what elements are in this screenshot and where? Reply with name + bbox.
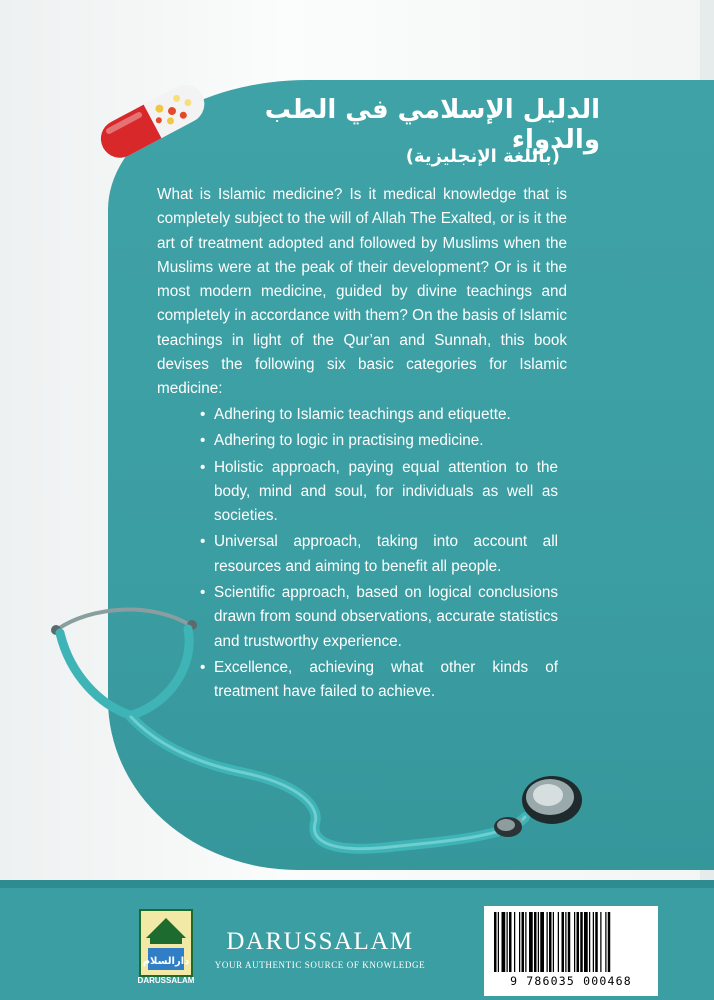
barcode-bar	[595, 912, 598, 972]
barcode-bar	[565, 912, 566, 972]
bullet-icon: •	[200, 658, 206, 676]
barcode-bar	[574, 912, 575, 972]
logo-caption: DARUSSALAM	[137, 976, 195, 985]
barcode-bar	[558, 912, 559, 972]
list-item-text: Adhering to logic in practising medicine.	[214, 432, 484, 450]
arabic-subtitle: (باللغة الإنجليزية)	[405, 146, 560, 167]
bullet-icon: •	[200, 406, 206, 423]
list-item-text: Excellence, achieving what other kinds of treatment have failed to achieve.	[214, 658, 558, 701]
list-item-text: Holistic approach, paying equal attention to the body, mind and soul, for individuals as well as societies.	[214, 458, 558, 525]
bullet-icon: •	[200, 458, 206, 476]
barcode-bar	[494, 912, 497, 972]
barcode-bar	[498, 912, 499, 972]
bullet-icon: •	[200, 432, 206, 450]
logo-arabic-text: دارالسلام	[142, 956, 190, 967]
barcode-bar	[540, 912, 544, 972]
barcode-bar	[514, 912, 515, 972]
barcode-bar	[553, 912, 554, 972]
isbn-barcode	[484, 906, 658, 996]
barcode-bar	[525, 912, 526, 972]
list-item	[202, 530, 558, 579]
barcode-bar	[608, 912, 611, 972]
barcode-bar	[593, 912, 594, 972]
barcode-bar	[605, 912, 606, 972]
barcode-bars	[494, 912, 648, 972]
blurb-text	[157, 183, 567, 402]
barcode-bar	[519, 912, 520, 972]
barcode-bar	[568, 912, 571, 972]
barcode-bar	[577, 912, 580, 972]
barcode-bar	[600, 912, 601, 972]
list-item	[202, 456, 558, 529]
barcode-bar	[589, 912, 590, 972]
barcode-bar	[509, 912, 512, 972]
barcode-bar	[502, 912, 506, 972]
list-item	[202, 429, 558, 453]
list-item-text: Scientific approach, based on logical conclusions drawn from sound observations, accurate statistics and trustworthy experience.	[214, 584, 558, 650]
list-item-text: Universal approach, taking into account all resources and aiming to benefit all people.	[214, 533, 558, 575]
barcode-bar	[547, 912, 548, 972]
bullet-icon: •	[200, 584, 206, 602]
barcode-bar	[562, 912, 565, 972]
intro-paragraph: What is Islamic medicine? Is it medical knowledge that is completely subject to the will of Allah The Exalted, or is it the art of treatment adopted and followed by Muslims when the Muslims were at the peak of their development? Or is it the most modern medicine, guided by divine teachings and completely in accordance with them? On the basis of Islamic teachings in light of the Qur’an and Sunnah, this book devises the following six basic categories for Islamic medicine:	[157, 186, 567, 398]
barcode-bar	[549, 912, 552, 972]
barcode-bar	[538, 912, 539, 972]
arabic-title: الدليل الإسلامي في الطب والدواء	[264, 95, 600, 155]
isbn-number: 9 786035 000468	[510, 974, 632, 988]
barcode-bar	[534, 912, 537, 972]
barcode-bar	[522, 912, 525, 972]
stethoscope-icon	[30, 585, 590, 855]
bullet-icon: •	[200, 533, 206, 551]
barcode-bar	[507, 912, 508, 972]
list-item-text: Adhering to Islamic teachings and etiquette.	[214, 406, 511, 423]
barcode-bar	[529, 912, 533, 972]
band-top-edge	[0, 880, 714, 888]
list-item	[202, 403, 558, 427]
barcode-bar	[584, 912, 588, 972]
publisher-tagline: YOUR AUTHENTIC SOURCE OF KNOWLEDGE	[214, 960, 426, 970]
barcode-bar	[580, 912, 583, 972]
publisher-name: DARUSSALAM	[226, 928, 414, 955]
